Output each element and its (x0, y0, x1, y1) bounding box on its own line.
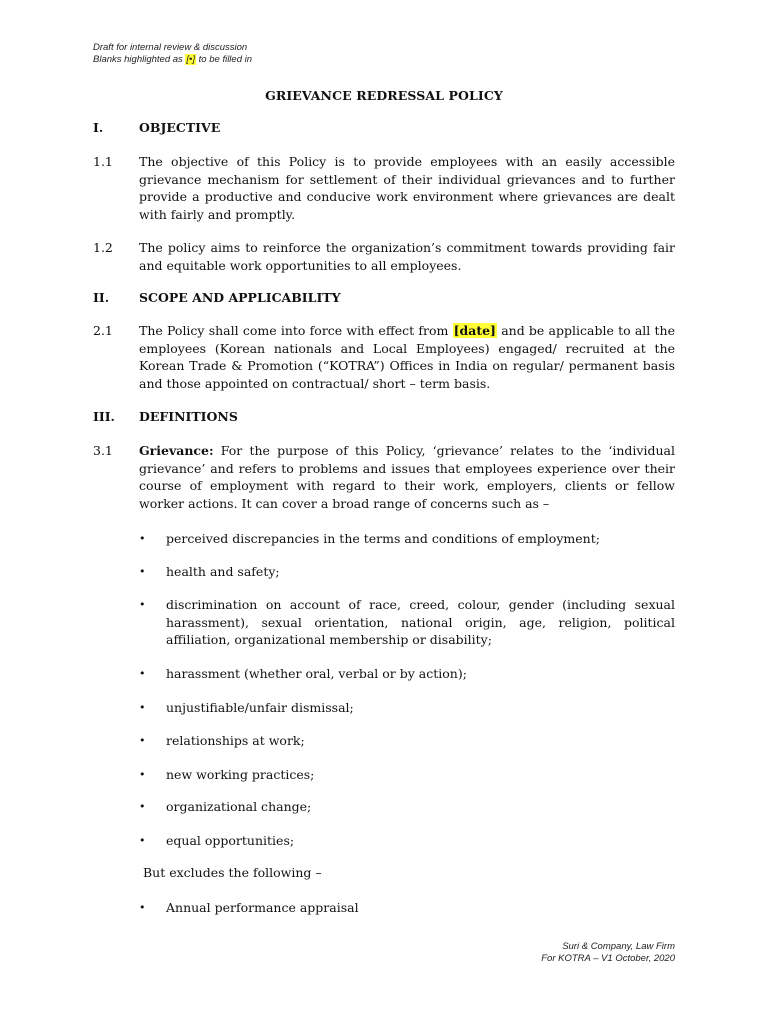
bullet-icon: • (139, 598, 146, 611)
clause-number: 1.2 (93, 240, 113, 255)
list-item-text: discrimination on account of race, creed, colour, gender (including sexual harassment), sexual orientation, national origin, age, religion, political affiliation, organizational membership or disability; (166, 597, 675, 648)
list-item (139, 832, 675, 850)
bullet-icon: • (139, 800, 146, 813)
clause-text (139, 322, 675, 392)
bullet-icon: • (139, 667, 146, 680)
list-item (139, 732, 675, 750)
clause-number: 1.1 (93, 154, 113, 169)
list-item (139, 899, 675, 917)
list-item-text: new working practices; (166, 767, 315, 782)
footer-note (541, 941, 675, 965)
list-item-text: unjustifiable/unfair dismissal; (166, 700, 354, 715)
bullet-icon: • (139, 834, 146, 847)
list-item-text: Annual performance appraisal (166, 900, 359, 915)
defined-term: Grievance: (139, 443, 214, 458)
bullet-icon: • (139, 701, 146, 714)
footer-version: For KOTRA – V1 October, 2020 (541, 953, 675, 964)
blanks-note-suffix: to be filled in (196, 54, 253, 65)
bullet-icon: • (139, 734, 146, 747)
bullet-icon: • (139, 565, 146, 578)
list-item (139, 563, 675, 581)
list-item-text: relationships at work; (166, 733, 305, 748)
section-title: OBJECTIVE (139, 120, 221, 135)
bullet-icon: • (139, 532, 146, 545)
clause-3-1 (93, 442, 675, 512)
list-item (139, 530, 675, 548)
list-item (139, 766, 675, 784)
clause-text (139, 442, 675, 512)
clause-2-1 (93, 322, 675, 392)
bullet-icon: • (139, 901, 146, 914)
section-heading-scope (93, 289, 675, 307)
section-number: II. (93, 290, 110, 305)
clause-text-pre: The Policy shall come into force with effect from (139, 323, 453, 338)
document-title: GRIEVANCE REDRESSAL POLICY (265, 88, 503, 103)
definition-text: For the purpose of this Policy, ‘grievance’ relates to the ‘individual grievance’ and refers to problems and issues that employees experience over their course of employment with regard to their work, employers, clients or fellow worker actions. It can cover a broad range of concerns such as – (139, 443, 675, 511)
list-item-text: perceived discrepancies in the terms and conditions of employment; (166, 531, 600, 546)
blanks-note-line (93, 54, 252, 66)
clause-text: The objective of this Policy is to provide employees with an easily accessible grievance mechanism for settlement of their individual grievances and to further provide a productive and conducive work environment where grievances are dealt with fairly and promptly. (139, 154, 675, 222)
list-item-text: harassment (whether oral, verbal or by action); (166, 666, 467, 681)
clause-number: 3.1 (93, 443, 113, 458)
clause-text: The policy aims to reinforce the organization’s commitment towards providing fair and equitable work opportunities to all employees. (139, 240, 675, 273)
bullet-icon: • (139, 768, 146, 781)
list-item-text: health and safety; (166, 564, 280, 579)
excludes-intro: But excludes the following – (143, 865, 322, 880)
date-blank-highlight: [date] (453, 323, 496, 338)
list-item (139, 596, 675, 649)
blank-placeholder-marker: [•] (186, 54, 196, 65)
blanks-note-prefix: Blanks highlighted as (93, 54, 186, 65)
list-item-text: equal opportunities; (166, 833, 295, 848)
clause-1-1 (93, 153, 675, 223)
section-heading-definitions (93, 408, 675, 426)
footer-firm-name: Suri & Company, Law Firm (562, 941, 675, 952)
list-item (139, 699, 675, 717)
section-title: DEFINITIONS (139, 409, 238, 424)
draft-note-line: Draft for internal review & discussion (93, 42, 248, 53)
section-title: SCOPE AND APPLICABILITY (139, 290, 341, 305)
section-heading-objective (93, 119, 675, 137)
clause-text-post: and be applicable to all the employees (Korean nationals and Local Employees) engaged/ recruited at the Korean Trade & Promotion (“KOTRA”) Offices in India on regular/ permanent basis and those appointed on contractual/ short – term basis. (139, 323, 675, 391)
draft-header-note (93, 42, 252, 66)
clause-1-2 (93, 239, 675, 274)
list-item (139, 798, 675, 816)
section-number: I. (93, 120, 104, 135)
list-item-text: organizational change; (166, 799, 312, 814)
clause-number: 2.1 (93, 323, 113, 338)
list-item (139, 665, 675, 683)
section-number: III. (93, 409, 115, 424)
